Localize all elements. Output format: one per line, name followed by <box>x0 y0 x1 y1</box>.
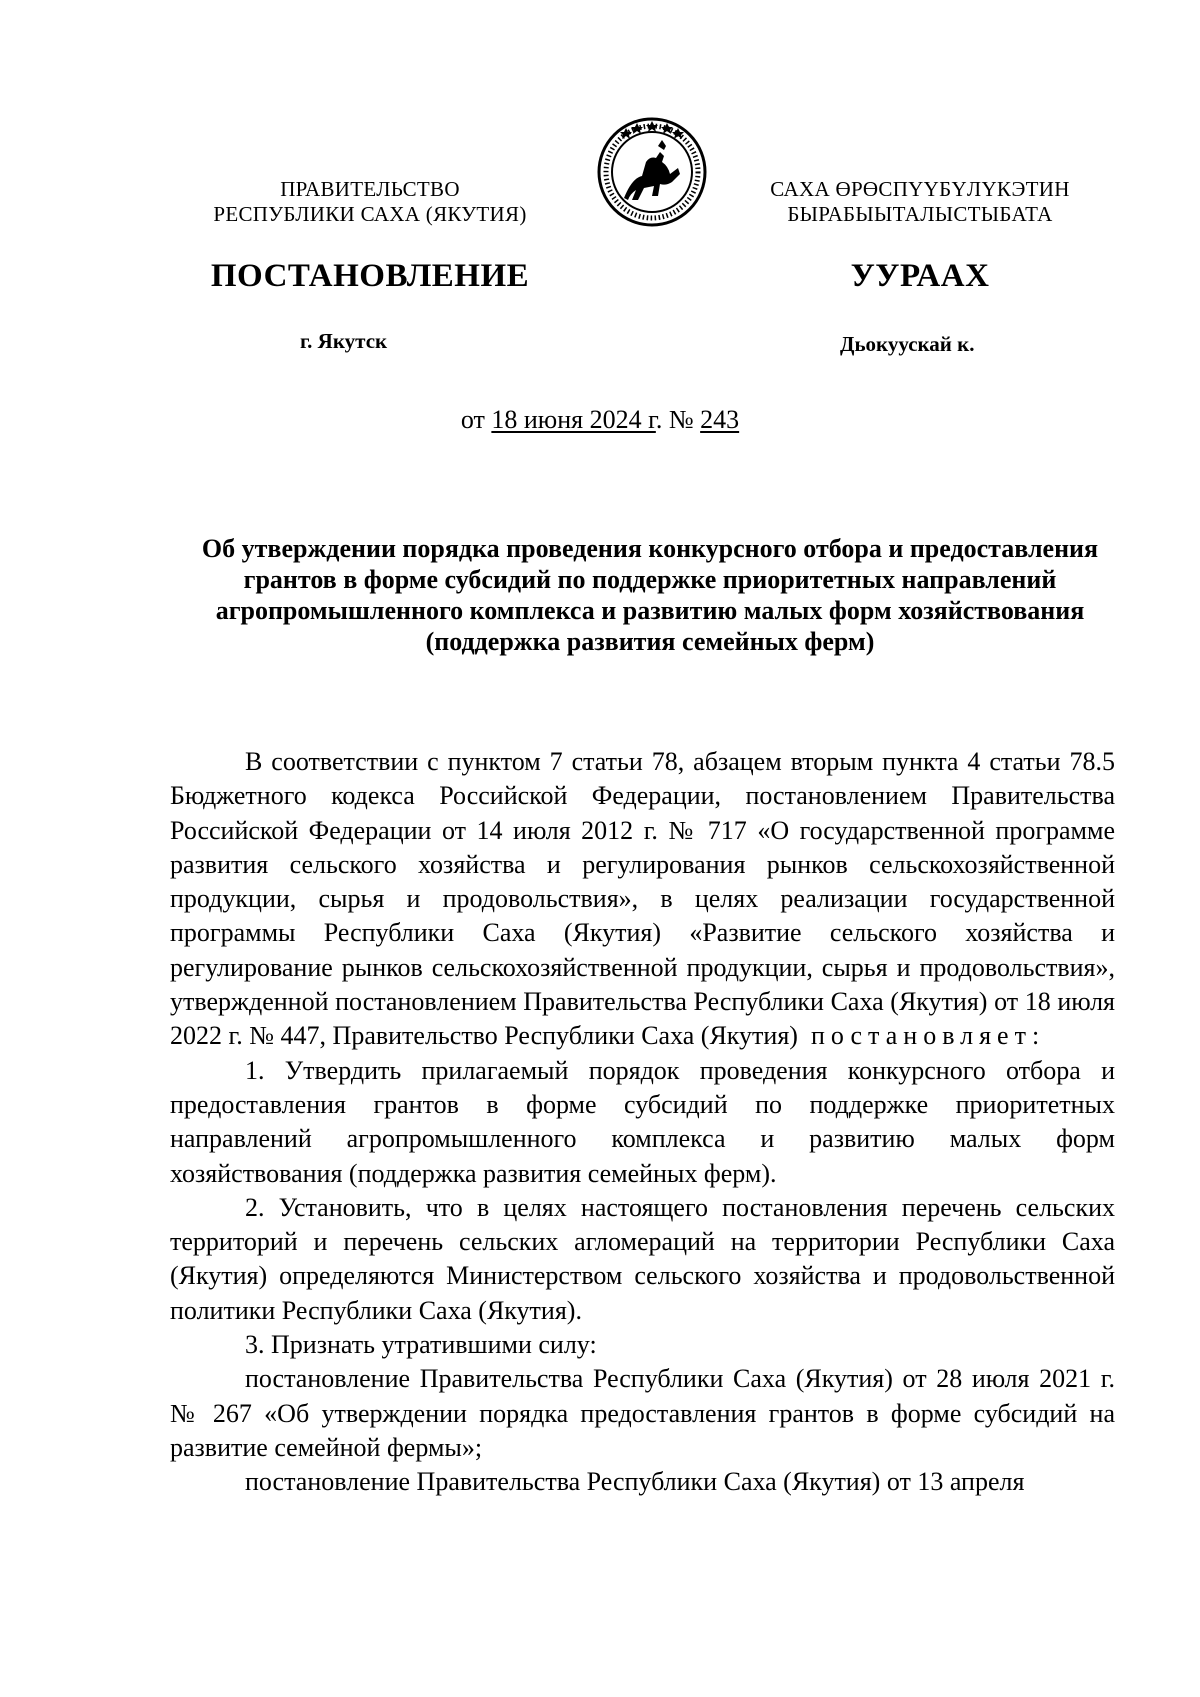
document-type-sakha: УУРААХ <box>850 258 990 294</box>
preamble-text: В соответствии с пунктом 7 статьи 78, абзацем вторым пункта 4 статьи 78.5 Бюджетного кодекса Российской Федерации, постановлением Правительства Российской Федерации от 14 июля 2012 г. № 717 «О государственной программе развития сельского хозяйства и регулирования рынков сельскохозяйственной продукции, сырья и продовольствия», в целях реализации государственной программы Республики Саха (Якутия) «Развитие сельского хозяйства и регулирование рынков сельскохозяйственной продукции, сырья и продовольствия», утвержденной постановлением Правительства Республики Саха (Якутия) от 18 июля 2022 г. № 447, Правительство Республики Саха (Якутия) <box>170 747 1115 1051</box>
city-sakha: Дьокуускай к. <box>840 332 975 356</box>
city-russian: г. Якутск <box>300 329 388 353</box>
paragraph-item-3-b: постановление Правительства Республики Саха (Якутия) от 13 апреля <box>245 1467 1025 1497</box>
coat-of-arms-emblem-icon <box>596 116 708 228</box>
paragraph-item-3-a: постановление Правительства Республики Саха (Якутия) от 28 июля 2021 г. № 267 «Об утверждении порядка предоставления грантов в форме субсидий на развитие семейной фермы»; <box>170 1364 1115 1462</box>
document-number: 243 <box>700 405 740 434</box>
decree-word: постановляет <box>810 1021 1032 1051</box>
document-date-number <box>0 404 1200 436</box>
decree-colon: : <box>1031 1021 1040 1051</box>
issuer-line-2-sakha: БЫРАБЫЫТАЛЫСТЫБАТА <box>787 202 1053 226</box>
issuer-name-sakha <box>740 177 1100 227</box>
document-body <box>170 745 1115 1500</box>
preamble-paragraph <box>170 745 1115 1054</box>
number-sign: № <box>668 405 694 434</box>
issuer-name-russian <box>170 177 570 227</box>
paragraph-item-1: 1. Утвердить прилагаемый порядок проведения конкурсного отбора и предоставления грантов в форме субсидий по поддержке приоритетных направлений агропромышленного комплекса и развитию малых форм хозяйствования (поддержка развития семейных ферм). <box>170 1055 1115 1188</box>
issuer-line-1: ПРАВИТЕЛЬСТВО <box>280 177 460 201</box>
paragraph-item-2: 2. Установить, что в целях настоящего постановления перечень сельских территорий и перечень сельских агломераций на территории Республики Саха (Якутия) определяются Министерством сельского хозяйства и продовольственной политики Республики Саха (Якутия). <box>170 1192 1115 1325</box>
issuer-line-2: РЕСПУБЛИКИ САХА (ЯКУТИЯ) <box>213 202 527 226</box>
document-date: 18 июня 2024 г <box>491 405 656 434</box>
date-prefix: от <box>460 405 485 434</box>
document-type-russian: ПОСТАНОВЛЕНИЕ <box>210 258 530 294</box>
paragraph-item-3: 3. Признать утратившими силу: <box>245 1330 597 1360</box>
issuer-line-1-sakha: САХА ӨРӨСПҮҮБҮЛҮКЭТИН <box>770 177 1070 201</box>
document-title: Об утверждении порядка проведения конкурсного отбора и предоставления грантов в форме субсидий по поддержке приоритетных направлений агропромышленного комплекса и развитию малых форм хозяйствования (поддержка развития семейных ферм) <box>201 534 1099 656</box>
date-dot: . <box>655 405 663 434</box>
